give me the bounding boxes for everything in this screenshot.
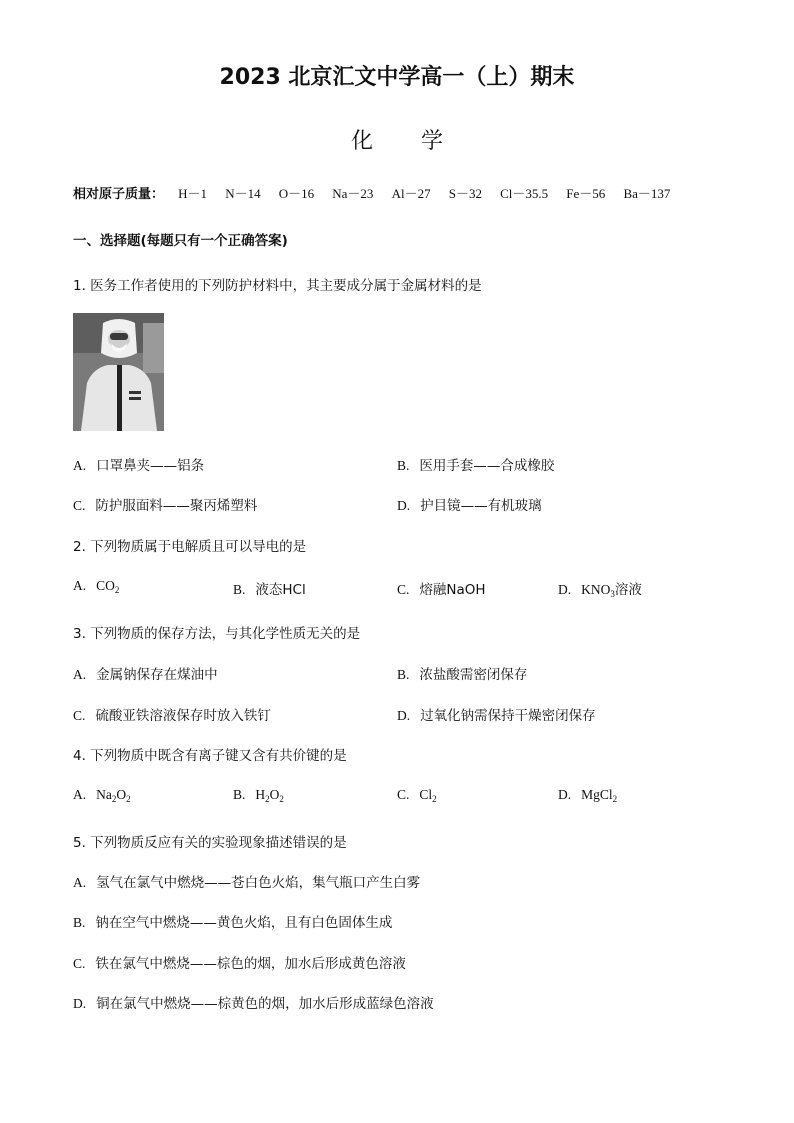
- question-1-stem: 1. 医务工作者使用的下列防护材料中，其主要成分属于金属材料的是: [73, 278, 482, 294]
- q5-option-b[interactable]: B. 钠在空气中燃烧——黄色火焰，且有白色固体生成: [73, 915, 393, 931]
- mass-item: H－1: [178, 186, 208, 201]
- question-4-stem: 4. 下列物质中既含有离子键又含有共价键的是: [73, 748, 347, 764]
- q4-option-c[interactable]: C. $Cl_2$: [397, 787, 437, 804]
- q1-option-a[interactable]: A. 口罩鼻夹——铝条: [73, 458, 205, 474]
- atomic-masses: [73, 183, 684, 202]
- q2-option-a[interactable]: A. $CO_2$: [73, 578, 120, 595]
- q5-option-d[interactable]: D. 铜在氯气中燃烧——棕黄色的烟，加水后形成蓝绿色溶液: [73, 996, 434, 1012]
- mass-item: S－32: [448, 186, 482, 201]
- q4-option-a[interactable]: A. $Na_2O_2$: [73, 787, 131, 804]
- question-5-stem: 5. 下列物质反应有关的实验现象描述错误的是: [73, 835, 347, 851]
- q2-option-b[interactable]: B. 液态HCl: [233, 582, 306, 598]
- q4-option-b[interactable]: B. $H_2O_2$: [233, 787, 284, 804]
- mass-item: Ba－137: [623, 186, 671, 201]
- atomic-masses-label: 相对原子质量：: [73, 187, 165, 202]
- q2-option-c[interactable]: C. 熔融NaOH: [397, 582, 486, 598]
- q5-option-c[interactable]: C. 铁在氯气中燃烧——棕色的烟，加水后形成黄色溶液: [73, 956, 406, 972]
- mass-item: Al－27: [391, 186, 431, 201]
- q3-option-d[interactable]: D. 过氧化钠需保持干燥密闭保存: [397, 708, 596, 724]
- protective-suit-photo: [73, 313, 164, 431]
- subject-title: 化学: [350, 129, 491, 154]
- q1-option-d[interactable]: D. 护目镜——有机玻璃: [397, 498, 542, 514]
- q3-option-b[interactable]: B. 浓盐酸需密闭保存: [397, 667, 528, 683]
- q3-option-c[interactable]: C. 硫酸亚铁溶液保存时放入铁钉: [73, 708, 271, 724]
- q1-option-b[interactable]: B. 医用手套——合成橡胶: [397, 458, 555, 474]
- page-title: 2023 北京汇文中学高一（上）期末: [219, 65, 575, 90]
- question-3-stem: 3. 下列物质的保存方法，与其化学性质无关的是: [73, 626, 361, 642]
- q3-option-a[interactable]: A. 金属钠保存在煤油中: [73, 667, 218, 683]
- mass-item: Na－23: [332, 186, 374, 201]
- section-heading: 一、选择题(每题只有一个正确答案): [73, 233, 288, 249]
- q2-option-d[interactable]: D. $KNO_3$溶液: [558, 582, 642, 599]
- mass-item: O－16: [278, 186, 315, 201]
- mass-item: N－14: [225, 186, 261, 201]
- q5-option-a[interactable]: A. 氢气在氯气中燃烧——苍白色火焰，集气瓶口产生白雾: [73, 875, 421, 891]
- q4-option-d[interactable]: D. MgCl$_2$: [558, 787, 618, 804]
- mass-item: Cl－35.5: [500, 186, 549, 201]
- question-2-stem: 2. 下列物质属于电解质且可以导电的是: [73, 539, 307, 555]
- q1-option-c[interactable]: C. 防护服面料——聚丙烯塑料: [73, 498, 258, 514]
- mass-item: Fe－56: [566, 186, 606, 201]
